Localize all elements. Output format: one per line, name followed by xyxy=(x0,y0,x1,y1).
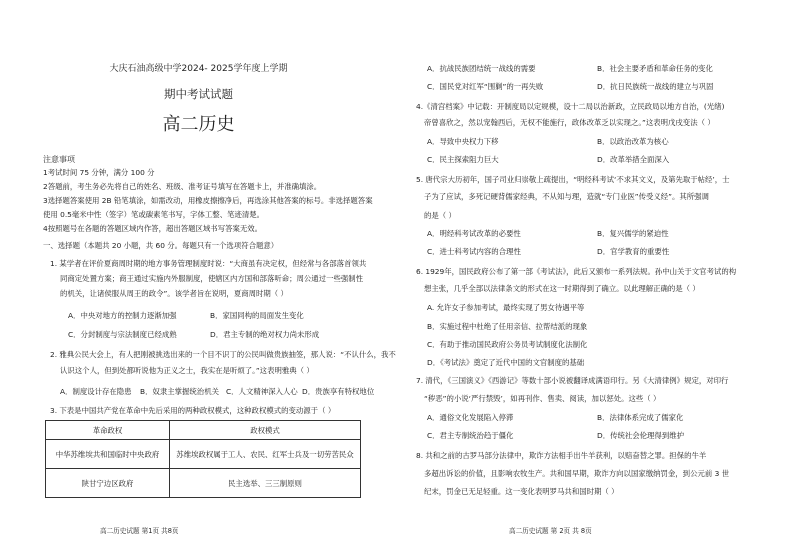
q1-option-c[interactable]: C．分封制度与宗法制度已经成熟 xyxy=(68,330,177,339)
q8-line: 纪末，罚金已无足轻重。这一变化表明罗马共和国时期（ ） xyxy=(424,487,619,496)
table-row xyxy=(46,469,361,498)
q6-option-d[interactable]: D．《考试法》奠定了近代中国的文官制度的基础 xyxy=(427,358,585,367)
q6-line: 6. 1929年，国民政府公布了第一部《考试法》，此后又颁布一系列法规。孙中山关于文官考试的构 xyxy=(416,267,737,276)
q2-line: 认识这个人，但到处都听说他为正义之士，我实在是听烦了。”这表明雅典（ ） xyxy=(60,366,314,375)
q7-line: 7. 清代，《三国演义》《西游记》等数十部小说被翻译成满语印行。另《大清律例》规定，对印行 xyxy=(416,376,729,385)
q2-option-d[interactable]: D．贵族享有特权地位 xyxy=(302,387,375,396)
page-footer: 高二历史试题 第 2页 共 8页 xyxy=(509,527,592,535)
q6-option-c[interactable]: C．有助于推动国民政府公务员考试制度化法制化 xyxy=(427,340,588,349)
q5-line: 子为了应试，多死记硬背儒家经典，不从知与理，造就“专门业医”传受义经”。其所强调 xyxy=(424,192,709,201)
table-header-cell: 革命政权 xyxy=(46,421,170,440)
section-heading: 一、选择题（本题共 20 小题，共 60 分。每题只有一个选项符合题意） xyxy=(43,241,279,250)
q3-stem: 3. 下表是中国共产党在革命中先后采用的两种政权模式，这种政权模式的变动源于（ ） xyxy=(50,406,336,415)
q5-option-b[interactable]: B．复兴儒学的紧迫性 xyxy=(597,229,669,238)
q7-option-d[interactable]: D．传统社会伦理得到维护 xyxy=(597,431,684,440)
q4-option-b[interactable]: B．以政治改革为核心 xyxy=(597,137,669,146)
table-cell: 中华苏维埃共和国临时中央政府 xyxy=(46,440,170,469)
q1-option-a[interactable]: A．中央对地方的控制力逐渐加强 xyxy=(68,311,177,320)
page-footer: 高二历史试题 第1页 共8页 xyxy=(100,527,179,535)
q5-option-a[interactable]: A．明经科考试改革的必要性 xyxy=(427,229,521,238)
q8-line: 多超出诉讼的价值，且影响农牧生产。共和国早期，欺诈方向以国家缴纳罚金，到公元前 3 世 xyxy=(424,469,730,478)
table-cell: 陕甘宁边区政府 xyxy=(46,469,170,498)
q3-option-d[interactable]: D．抗日民族统一战线的建立与巩固 xyxy=(597,82,714,91)
q6-line: 想主张，几乎全部以法律条文的形式在这一时期得到了确立。以此理解正确的是（ ） xyxy=(424,284,700,293)
exam-title: 期中考试试题 xyxy=(164,87,233,101)
q6-option-b[interactable]: B．实施过程中杜绝了任用亲信、拉帮结派的现象 xyxy=(427,322,588,331)
q1-option-b[interactable]: B．家国同构的局面发生变化 xyxy=(210,311,304,320)
q7-option-c[interactable]: C．君主专制统治趋于僵化 xyxy=(427,431,514,440)
q4-line: 4.《清宫档案》中记载：开制度局以定规模，设十二局以治新政，立民政局以地方自治，(光绪) xyxy=(416,102,725,111)
q2-option-a[interactable]: A．制度设计存在隐患 xyxy=(60,387,132,396)
table-header-cell: 政权模式 xyxy=(170,421,361,440)
q7-option-b[interactable]: B．法律体系完成了儒家化 xyxy=(597,413,684,422)
q3-option-a[interactable]: A．抗战民族团结统一战线的需要 xyxy=(427,64,536,73)
note-item: 3选择题答案使用 2B 铅笔填涂，如需改动，用橡皮擦擦净后，再选涂其他答案的标号。非选择题答案 xyxy=(43,196,373,205)
note-item: 1考试时间 75 分钟，满分 100 分 xyxy=(43,168,155,177)
q3-option-b[interactable]: B．社会主要矛盾和革命任务的变化 xyxy=(597,64,713,73)
q5-line: 的是（ ） xyxy=(424,211,456,220)
q3-option-c[interactable]: C．国民党对红军“围剿”的一再失败 xyxy=(427,82,544,91)
table-cell: 苏维埃政权属于工人、农民、红军士兵及一切劳苦民众 xyxy=(170,440,361,469)
q5-line: 5. 唐代宗大历初年，国子司业归崇敬上疏提出，“明经科考试‘不求其文义，及第先取于帖经’，士 xyxy=(416,175,730,184)
q5-option-d[interactable]: D．官学教育的重要性 xyxy=(597,247,670,256)
subject-title: 高二历史 xyxy=(162,114,235,135)
q2-option-c[interactable]: C．人文精神深入人心 xyxy=(226,387,298,396)
note-item: 使用 0.5毫米中性（签字）笔或碳素笔书写，字体工整、笔迹清楚。 xyxy=(43,210,265,219)
q4-line: 帝曾喜欣之，然以宠翰西后，无权不能施行，政体改革乏以实现之。”这表明戊戌变法（ ） xyxy=(424,118,715,127)
q5-option-c[interactable]: C．进士科考试内容的合理性 xyxy=(427,247,521,256)
exam-page-right xyxy=(397,0,794,560)
q2-option-b[interactable]: B．奴隶主掌握统治机关 xyxy=(140,387,219,396)
q4-option-a[interactable]: A．导致中央权力下移 xyxy=(427,137,499,146)
note-item: 4按照题号在各题的答题区域内作答，超出答题区域书写答案无效。 xyxy=(43,224,263,233)
q8-line: 8. 共和之前的古罗马部分法律中，欺诈方法相手出牛羊获利，以赔奋替之罪。担保的牛羊 xyxy=(416,451,707,460)
q1-line: 的机关，让诸侯服从周王的政令”。该学者旨在说明，夏商周时期（ ） xyxy=(60,289,288,298)
q4-option-d[interactable]: D．改革举措全面深入 xyxy=(597,155,670,164)
q6-option-a[interactable]: A. 允许女子参加考试，最终实现了男女待遇平等 xyxy=(427,303,585,312)
table-cell: 民主选举、三三制原则 xyxy=(170,469,361,498)
school-line: 大庆石油高级中学2024- 2025学年度上学期 xyxy=(109,64,288,74)
q1-line: 1. 某学者在评价夏商周时期的地方事务管理制度时说：“大商虽有决定权，但经常与各部落首领共 xyxy=(50,259,367,268)
q7-option-a[interactable]: A．通俗文化发展陷入停滞 xyxy=(427,413,514,422)
q7-line: “秽恶”的小说‘严行禁毁’，如再刊作、售卖、阅读，加以惩处。这些（ ） xyxy=(424,394,661,403)
regime-table xyxy=(45,420,361,498)
q1-option-d[interactable]: D．君主专制的绝对权力尚未形成 xyxy=(210,330,320,339)
q4-option-c[interactable]: C．民主探索阻力巨大 xyxy=(427,155,499,164)
notes-title: 注意事项 xyxy=(43,155,75,164)
note-item: 2答题前，考生务必先将自己的姓名、班级、准考证号填写在答题卡上，并准确填涂。 xyxy=(43,182,322,191)
q1-line: 同商定处置方案；商王通过实施内外服制度，使辖区内方国和部落听命；周公通过一些强制性 xyxy=(60,274,364,283)
table-row xyxy=(46,440,361,469)
table-header-row xyxy=(46,421,361,440)
q2-line: 2. 雅典公民大会上，有人把刚被挑选出来的一个目不识丁的公民叫做贵族抽签，那人说：“不认什么，我不 xyxy=(50,350,396,359)
